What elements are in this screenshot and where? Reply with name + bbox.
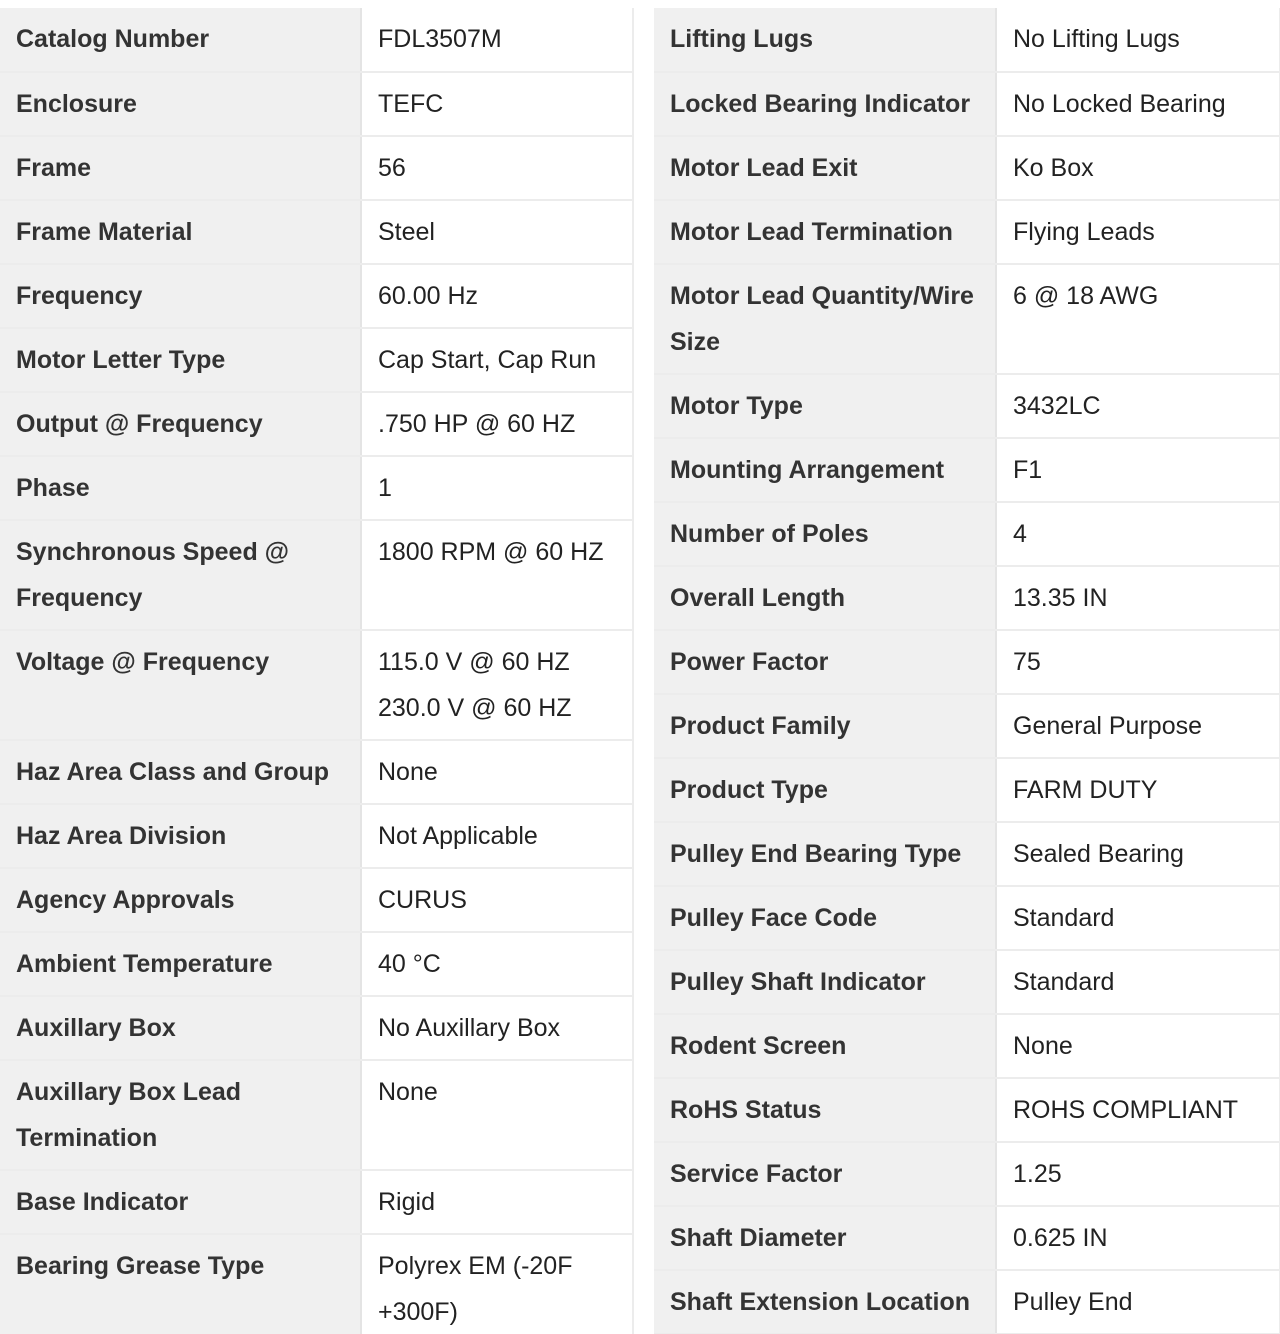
spec-table-right-body [654,8,1280,1334]
spec-row [0,328,633,392]
spec-value [361,740,633,804]
spec-row [654,502,1280,566]
spec-value [361,996,633,1060]
spec-value [996,1142,1280,1206]
spec-value-line: Standard [1013,968,1115,996]
spec-value-line: None [378,1078,438,1106]
spec-value [361,264,633,328]
spec-label: Motor Letter Type [0,328,361,392]
spec-value [361,1060,633,1170]
spec-value [996,374,1280,438]
spec-label: Phase [0,456,361,520]
spec-value-line: 60.00 Hz [378,282,479,310]
spec-row [0,1234,633,1334]
spec-row [0,1170,633,1234]
spec-value [996,438,1280,502]
spec-label: Auxillary Box Lead Termination [0,1060,361,1170]
spec-label: Shaft Diameter [654,1206,996,1270]
spec-row [654,1270,1280,1334]
spec-label: Motor Lead Termination [654,200,996,264]
spec-value-line: Not Applicable [378,822,538,850]
spec-row [0,392,633,456]
spec-value [361,868,633,932]
spec-value [996,694,1280,758]
spec-label: Haz Area Class and Group [0,740,361,804]
spec-label: Motor Type [654,374,996,438]
spec-label: Frame Material [0,200,361,264]
spec-value [996,264,1280,374]
spec-value-line: 75 [1013,648,1041,676]
spec-table-left [0,8,634,1334]
spec-value [361,804,633,868]
spec-row [654,950,1280,1014]
spec-value-line: 13.35 IN [1013,584,1108,612]
spec-value [361,932,633,996]
spec-value [996,72,1280,136]
spec-row [654,438,1280,502]
spec-value [361,328,633,392]
spec-value [996,8,1280,72]
spec-label: Mounting Arrangement [654,438,996,502]
spec-value-line: Cap Start, Cap Run [378,346,597,374]
spec-label: Pulley Shaft Indicator [654,950,996,1014]
spec-value-line: Pulley End [1013,1288,1133,1316]
spec-value-line: Flying Leads [1013,218,1155,246]
spec-value [361,200,633,264]
spec-value-line: CURUS [378,886,467,914]
spec-value-line: ROHS COMPLIANT [1013,1096,1239,1124]
spec-label: Output @ Frequency [0,392,361,456]
spec-label: Power Factor [654,630,996,694]
spec-value [996,886,1280,950]
spec-row [654,8,1280,72]
spec-label: Motor Lead Quantity/Wire Size [654,264,996,374]
spec-value [996,1078,1280,1142]
spec-value [996,1270,1280,1334]
spec-row [0,740,633,804]
spec-value [996,1206,1280,1270]
spec-value-line: FARM DUTY [1013,776,1158,804]
spec-value [361,1234,633,1334]
spec-value-line: 1 [378,474,392,502]
spec-value-line: 1800 RPM @ 60 HZ [378,538,604,566]
spec-label: RoHS Status [654,1078,996,1142]
spec-value-line: 1.25 [1013,1160,1062,1188]
spec-value-line: FDL3507M [378,25,502,53]
spec-row [0,868,633,932]
spec-value-line: Sealed Bearing [1013,840,1184,868]
spec-value-line: Ko Box [1013,154,1094,182]
spec-value [361,8,633,72]
spec-value [996,200,1280,264]
spec-label: Base Indicator [0,1170,361,1234]
spec-value-line: 3432LC [1013,392,1101,420]
spec-value [361,72,633,136]
spec-label: Ambient Temperature [0,932,361,996]
spec-value-line: None [1013,1032,1073,1060]
spec-row [654,1142,1280,1206]
spec-label: Synchronous Speed @ Frequency [0,520,361,630]
spec-row [0,72,633,136]
spec-value-line: .750 HP @ 60 HZ [378,410,576,438]
spec-row [0,996,633,1060]
spec-value-line: 0.625 IN [1013,1224,1108,1252]
spec-value-line: Polyrex EM (-20F +300F) [378,1252,573,1326]
spec-row [0,520,633,630]
spec-row [654,136,1280,200]
spec-value [361,392,633,456]
spec-value [996,1014,1280,1078]
spec-label: Overall Length [654,566,996,630]
spec-row [654,1206,1280,1270]
spec-row [0,200,633,264]
spec-label: Voltage @ Frequency [0,630,361,740]
spec-row [0,136,633,200]
spec-value [996,136,1280,200]
spec-value [996,502,1280,566]
spec-value-line: F1 [1013,456,1043,484]
spec-label: Lifting Lugs [654,8,996,72]
spec-value [361,520,633,630]
spec-value [361,456,633,520]
spec-table-left-body [0,8,633,1334]
spec-value-line: 6 @ 18 AWG [1013,282,1159,310]
spec-row [654,264,1280,374]
spec-value-line: No Locked Bearing [1013,90,1226,118]
spec-value-line: None [378,758,438,786]
spec-value [996,566,1280,630]
spec-value [361,630,633,740]
spec-row [654,566,1280,630]
spec-value [996,822,1280,886]
spec-label: Frame [0,136,361,200]
spec-row [0,804,633,868]
spec-row [0,264,633,328]
spec-value [361,1170,633,1234]
spec-label: Frequency [0,264,361,328]
spec-value-line: TEFC [378,90,444,118]
spec-label: Product Family [654,694,996,758]
spec-row [654,886,1280,950]
spec-label: Catalog Number [0,8,361,72]
spec-value [361,136,633,200]
spec-label: Number of Poles [654,502,996,566]
spec-row [654,374,1280,438]
spec-value-line: 40 °C [378,950,441,978]
spec-row [654,1078,1280,1142]
spec-value [996,758,1280,822]
spec-value [996,630,1280,694]
spec-label: Pulley Face Code [654,886,996,950]
spec-value-line: 115.0 V @ 60 HZ [378,648,570,676]
spec-value-line: Standard [1013,904,1115,932]
spec-value-line: 56 [378,154,406,182]
spec-value-line: No Auxillary Box [378,1014,561,1042]
spec-row [654,630,1280,694]
spec-row [0,932,633,996]
spec-label: Product Type [654,758,996,822]
spec-value-line: Rigid [378,1188,435,1216]
spec-value-line: 230.0 V @ 60 HZ [378,694,572,722]
spec-value [996,950,1280,1014]
spec-label: Rodent Screen [654,1014,996,1078]
spec-label: Agency Approvals [0,868,361,932]
spec-row [0,1060,633,1170]
spec-row [0,630,633,740]
spec-row [654,822,1280,886]
spec-value-line: Steel [378,218,435,246]
spec-label: Shaft Extension Location [654,1270,996,1334]
spec-row [0,456,633,520]
spec-label: Bearing Grease Type [0,1234,361,1334]
spec-row [0,8,633,72]
spec-label: Service Factor [654,1142,996,1206]
spec-label: Enclosure [0,72,361,136]
spec-value-line: No Lifting Lugs [1013,25,1180,53]
spec-value-line: 4 [1013,520,1027,548]
top-strip [0,0,1280,8]
spec-row [654,1014,1280,1078]
spec-value-line: General Purpose [1013,712,1203,740]
spec-label: Motor Lead Exit [654,136,996,200]
spec-label: Locked Bearing Indicator [654,72,996,136]
spec-row [654,694,1280,758]
spec-row [654,200,1280,264]
spec-label: Haz Area Division [0,804,361,868]
spec-label: Pulley End Bearing Type [654,822,996,886]
spec-label: Auxillary Box [0,996,361,1060]
spec-row [654,72,1280,136]
spec-row [654,758,1280,822]
spec-table-right [654,8,1280,1334]
